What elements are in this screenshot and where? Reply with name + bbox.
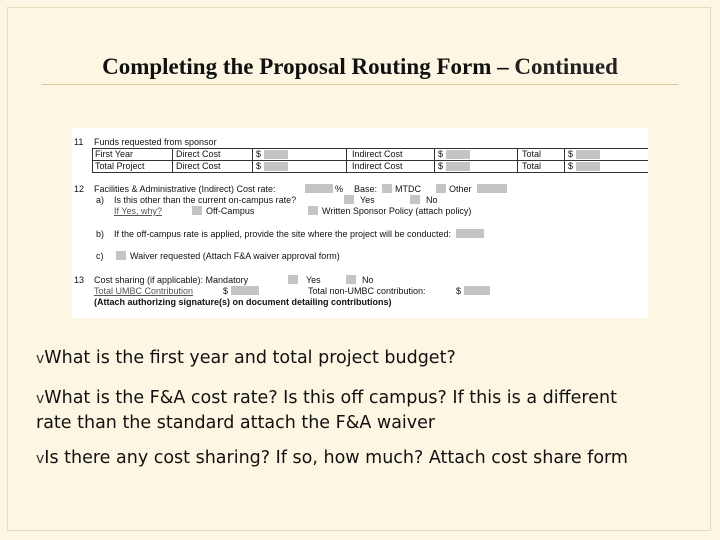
table-line <box>346 148 347 172</box>
table-line <box>172 148 173 172</box>
total-project-total-field[interactable] <box>576 162 600 171</box>
section-13-number: 13 <box>74 275 85 285</box>
table-line <box>92 148 93 172</box>
row-total-project-total: Total <box>522 161 542 171</box>
row-total-project-label: Total Project <box>95 161 145 171</box>
item-a-no-checkbox[interactable] <box>410 195 420 204</box>
row-first-year-dollar: $ <box>568 149 574 159</box>
mtdc-checkbox[interactable] <box>382 184 392 193</box>
cost-share-no-label: No <box>362 275 374 285</box>
waiver-checkbox[interactable] <box>116 251 126 260</box>
first-year-indirect-field[interactable] <box>446 150 470 159</box>
cost-share-yes-checkbox[interactable] <box>288 275 298 284</box>
bullet-marker: v <box>36 351 45 367</box>
row-first-year-direct: Direct Cost <box>176 149 221 159</box>
bullet-marker: v <box>36 391 45 407</box>
item-a-text: Is this other than the current on-campus rate? <box>114 195 297 205</box>
row-total-project-direct: Direct Cost <box>176 161 221 171</box>
mtdc-label: MTDC <box>395 184 421 194</box>
row-total-project-dollar: $ <box>438 161 444 171</box>
non-umbc-dollar: $ <box>456 286 462 296</box>
row-first-year-total: Total <box>522 149 542 159</box>
total-project-direct-field[interactable] <box>264 162 288 171</box>
table-line <box>564 148 565 172</box>
attach-signature-note: (Attach authorizing signature(s) on document detailing contributions) <box>94 297 392 307</box>
section-13-heading: Cost sharing (if applicable): Mandatory <box>94 275 249 285</box>
row-total-project-dollar: $ <box>568 161 574 171</box>
first-year-direct-field[interactable] <box>264 150 288 159</box>
first-year-total-field[interactable] <box>576 150 600 159</box>
base-label: Base: <box>354 184 378 194</box>
item-a-marker: a) <box>96 195 105 205</box>
routing-form-excerpt <box>72 128 648 318</box>
total-project-indirect-field[interactable] <box>446 162 470 171</box>
title-underline <box>42 84 678 85</box>
other-checkbox[interactable] <box>436 184 446 193</box>
if-yes-why-label: If Yes, why? <box>114 206 163 216</box>
umbc-contribution-field[interactable] <box>231 286 259 295</box>
bullet-item <box>36 446 666 471</box>
section-12-number: 12 <box>74 184 85 194</box>
table-line <box>517 148 518 172</box>
slide-title <box>0 54 720 80</box>
row-total-project-indirect: Indirect Cost <box>352 161 403 171</box>
row-first-year-label: First Year <box>95 149 134 159</box>
table-line <box>252 148 253 172</box>
bullet-text: What is the first year and total project budget? <box>44 348 456 368</box>
non-umbc-contribution-field[interactable] <box>464 286 490 295</box>
item-b-marker: b) <box>96 229 105 239</box>
title-main: Completing the Proposal Routing Form <box>102 54 492 79</box>
written-policy-checkbox[interactable] <box>308 206 318 215</box>
title-dash: – <box>491 54 515 79</box>
non-umbc-contribution-label: Total non-UMBC contribution: <box>308 286 426 296</box>
other-base-field[interactable] <box>477 184 507 193</box>
umbc-contribution-label: Total UMBC Contribution <box>94 286 194 296</box>
bullet-text: What is the F&A cost rate? Is this off campus? If this is a different rate than the standard attach the F&A waiver <box>36 388 617 433</box>
row-first-year-dollar: $ <box>256 149 262 159</box>
table-line <box>92 172 648 173</box>
title-continued: Continued <box>514 54 618 79</box>
item-c-marker: c) <box>96 251 104 261</box>
other-label: Other <box>449 184 472 194</box>
off-campus-checkbox[interactable] <box>192 206 202 215</box>
bullet-item <box>36 386 656 435</box>
off-campus-label: Off-Campus <box>206 206 255 216</box>
bullet-item <box>36 346 686 371</box>
item-a-no-label: No <box>426 195 438 205</box>
percent-sign: % <box>335 184 344 194</box>
cost-share-yes-label: Yes <box>306 275 321 285</box>
fa-rate-field[interactable] <box>305 184 333 193</box>
item-a-yes-label: Yes <box>360 195 375 205</box>
row-total-project-dollar: $ <box>256 161 262 171</box>
section-11-number: 11 <box>74 137 84 147</box>
table-line <box>434 148 435 172</box>
bullet-marker: v <box>36 451 45 467</box>
section-12-heading: Facilities & Administrative (Indirect) Cost rate: <box>94 184 276 194</box>
umbc-dollar: $ <box>223 286 229 296</box>
written-policy-label: Written Sponsor Policy (attach policy) <box>322 206 472 216</box>
item-b-text: If the off-campus rate is applied, provide the site where the project will be conducted: <box>114 229 452 239</box>
off-campus-site-field[interactable] <box>456 229 484 238</box>
row-first-year-indirect: Indirect Cost <box>352 149 403 159</box>
row-first-year-dollar: $ <box>438 149 444 159</box>
section-11-heading: Funds requested from sponsor <box>94 137 217 147</box>
cost-share-no-checkbox[interactable] <box>346 275 356 284</box>
item-a-yes-checkbox[interactable] <box>344 195 354 204</box>
item-c-text: Waiver requested (Attach F&A waiver approval form) <box>130 251 340 261</box>
bullet-text: Is there any cost sharing? If so, how much? Attach cost share form <box>44 448 628 468</box>
